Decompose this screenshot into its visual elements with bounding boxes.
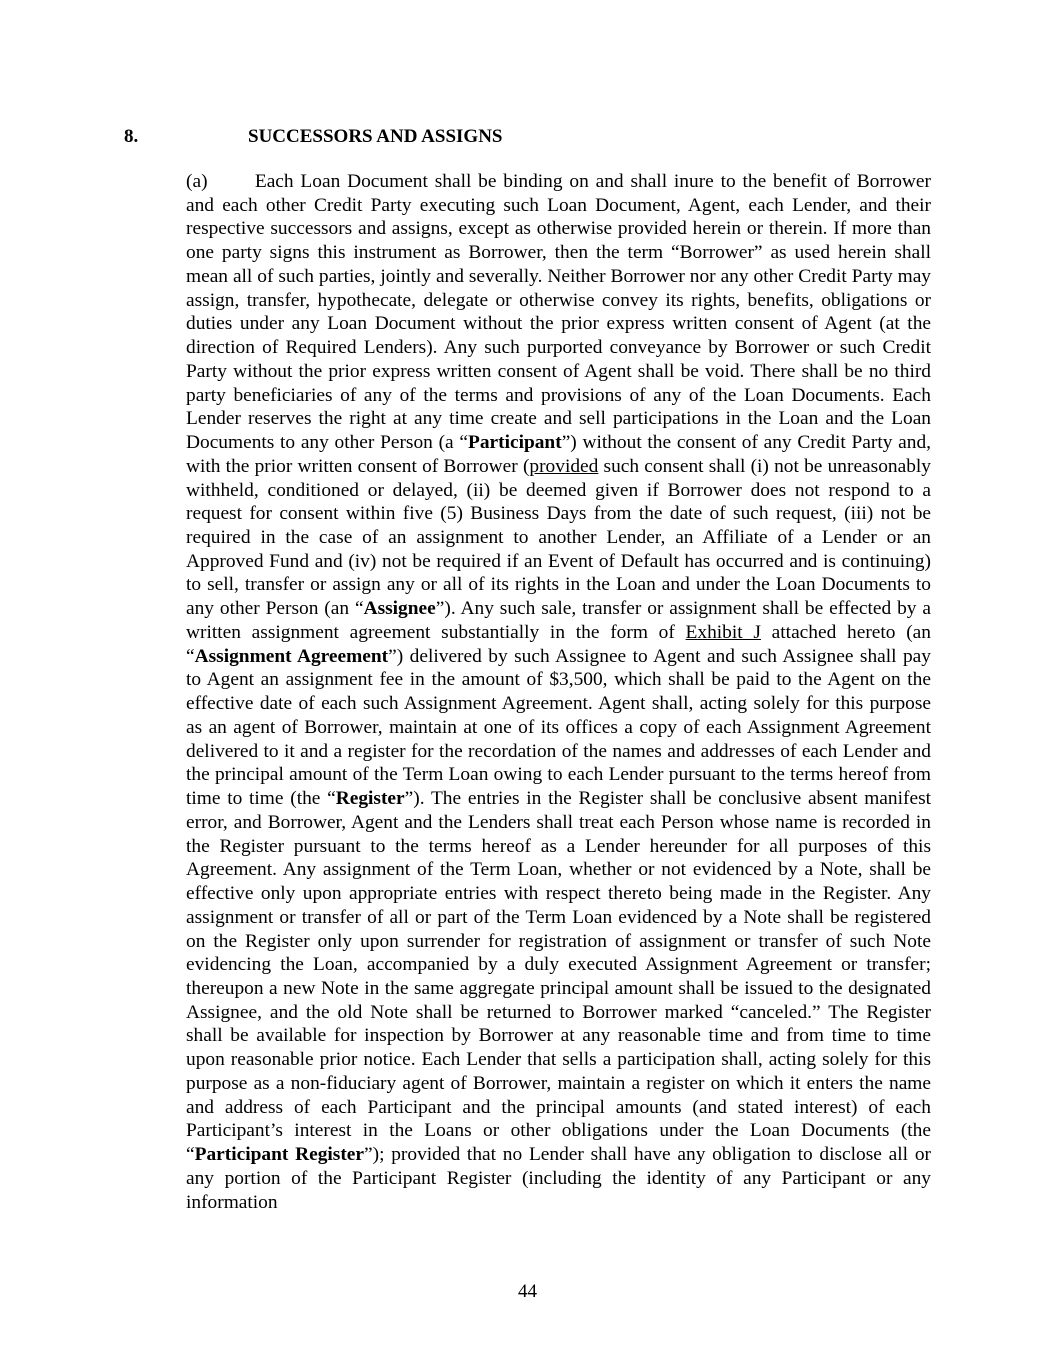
defined-term: Assignment Agreement (194, 645, 389, 667)
section-heading (124, 124, 503, 150)
paragraph-text: attached hereto (an “ (186, 621, 931, 667)
paragraph-text: ”). Any such sale, transfer or assignment shall be effected by a written assignment agreement substantially in the form of (186, 598, 931, 643)
page-number: 44 (518, 1281, 537, 1302)
paragraph-text: ”); provided that no Lender shall have any obligation to disclose all or any portion of the Participant Register (including the identity of any Participant or any information (186, 1144, 931, 1213)
defined-term: Participant (467, 432, 562, 454)
underlined-text: Exhibit J (685, 621, 761, 643)
underlined-text: provided (529, 455, 599, 477)
paragraph-text: Each Loan Document shall be binding on and shall inure to the benefit of Borrower and each other Credit Party executing such Loan Document, Agent, each Lender, and their respective successors and assigns, except as otherwise provided herein or therein. If more than one party signs this instrument as Borrower, then the term “Borrower” as used herein shall mean all of such parties, jointly and severally. Neither Borrower nor any other Credit Party may assign, transfer, hypothecate, delegate or otherwise convey its rights, benefits, obligations or duties under any Loan Document without the prior express written consent of Agent (at the direction of Required Lenders). Any such purported conveyance by Borrower or such Credit Party without the prior express written consent of Agent shall be void. There shall be no third party beneficiaries of any of the terms and provisions of any of the Loan Documents. Each Lender reserves the right at any time create and sell participations in the Loan and the Loan Documents to any other Person (a “ (186, 171, 931, 454)
section-title: SUCCESSORS AND ASSIGNS (248, 126, 503, 147)
section-number: 8. (124, 126, 139, 147)
paragraph-text: ”) without the consent of any Credit Party and, with the prior written consent of Borrower ( (186, 432, 931, 477)
defined-term: Assignee (363, 598, 436, 620)
paragraph-text: ”) delivered by such Assignee to Agent and such Assignee shall pay to Agent an assignment fee in the amount of $3,500, which shall be paid to the Agent on the effective date of each such Assignment Agreement. Agent shall, acting solely for this purpose as an agent of Borrower, maintain at one of its offices a copy of each Assignment Agreement delivered to it and a register for the recordation of the names and addresses of each Lender and the principal amount of the Term Loan owing to each Lender pursuant to the terms hereof from time to time (the “ (186, 645, 931, 810)
defined-term: Register (335, 788, 405, 810)
clause-a-paragraph (186, 170, 931, 1214)
paragraph-text: such consent shall (i) not be unreasonably withheld, conditioned or delayed, (ii) be deemed given if Borrower does not respond to a request for consent within five (5) Business Days from the date of such request, (iii) not be required in the case of an assignment to another Lender, an Affiliate of a Lender or an Approved Fund and (iv) not be required if an Event of Default has occurred and is continuing) to sell, transfer or assign any or all of its rights in the Loan and under the Loan Documents to any other Person (an “ (186, 455, 931, 620)
paragraph-text: ”). The entries in the Register shall be conclusive absent manifest error, and Borrower, Agent and the Lenders shall treat each Person whose name is recorded in the Register pursuant to the terms hereof as a Lender hereunder for all purposes of this Agreement. Any assignment of the Term Loan, whether or not evidenced by a Note, shall be effective only upon appropriate entries with respect thereto being made in the Register. Any assignment or transfer of all or part of the Term Loan evidenced by a Note shall be registered on the Register only upon surrender for registration of assignment or transfer of such Note evidencing the Loan, accompanied by a duly executed Assignment Agreement or transfer; thereupon a new Note in the same aggregate principal amount shall be issued to the designated Assignee, and the old Note shall be returned to Borrower marked “canceled.” The Register shall be available for inspection by Borrower at any reasonable time and from time to time upon reasonable prior notice. Each Lender that sells a participation shall, acting solely for this purpose as a non-fiduciary agent of Borrower, maintain a register on which it enters the name and address of each Participant and the principal amounts (and stated interest) of each Participant’s interest in the Loans or other obligations under the Loan Documents (the “ (186, 788, 931, 1166)
defined-term: Participant Register (194, 1144, 364, 1166)
clause-label: (a) (186, 171, 208, 192)
